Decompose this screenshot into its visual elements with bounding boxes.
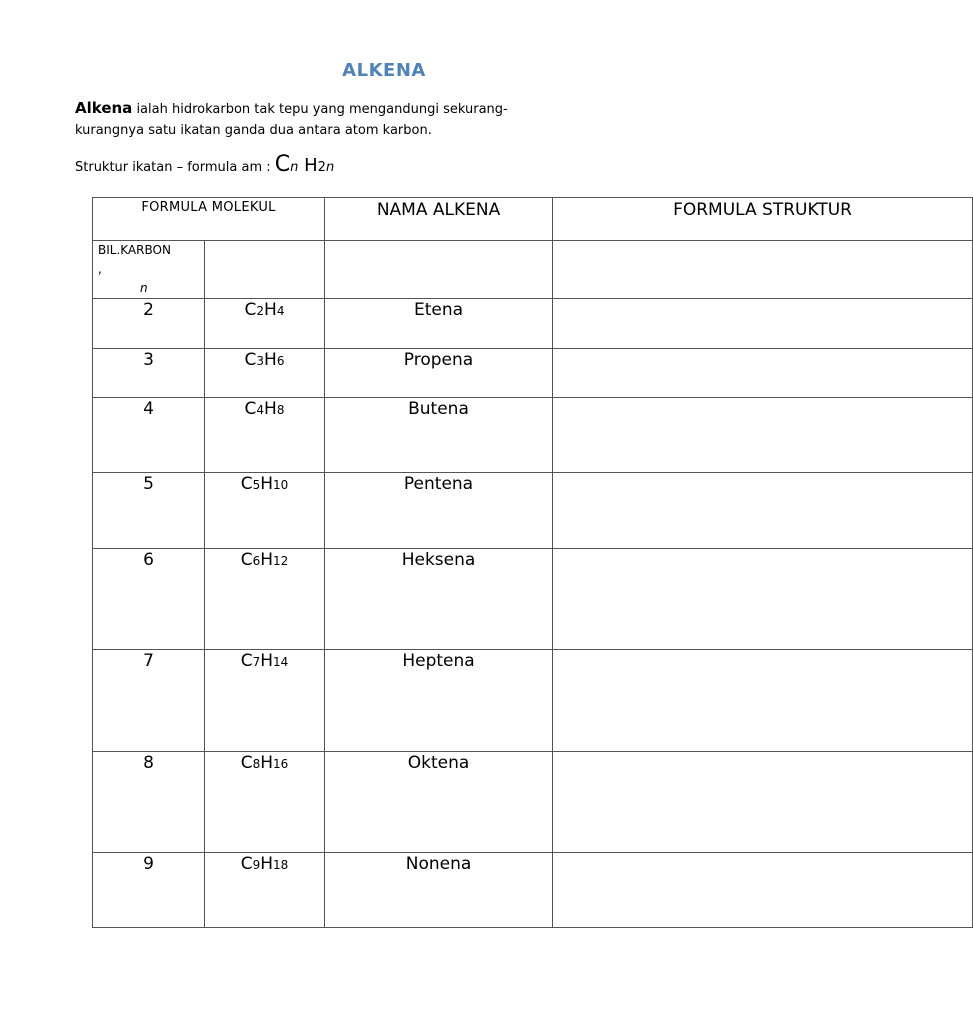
structure-cell [553,752,973,853]
alkene-table-wrapper [92,197,852,927]
carbon-count: 8 [93,752,205,853]
alkene-name: Heksena [325,549,553,650]
molecular-formula: C9H18 [205,853,325,928]
molecular-formula: C7H14 [205,650,325,752]
table-row [93,549,973,650]
general-formula-n1: n [290,160,299,175]
alkene-name: Nonena [325,853,553,928]
alkene-name: Propena [325,349,553,398]
structure-cell [553,349,973,398]
structure-cell [553,650,973,752]
bil-karbon-n: n [140,281,148,295]
table-row [93,473,973,549]
alkene-name: Oktena [325,752,553,853]
structure-cell [553,299,973,349]
table-row [93,349,973,398]
subheader-empty-structure [553,241,973,299]
carbon-count: 5 [93,473,205,549]
carbon-count: 9 [93,853,205,928]
molecular-formula: C3H6 [205,349,325,398]
structure-cell [553,549,973,650]
general-formula-label: Struktur ikatan – formula am : [75,160,275,175]
carbon-count: 6 [93,549,205,650]
structure-cell [553,398,973,473]
alkene-table [92,197,973,928]
carbon-count: 7 [93,650,205,752]
table-row [93,752,973,853]
structure-cell [553,853,973,928]
definition-paragraph [75,98,635,141]
alkene-name: Heptena [325,650,553,752]
carbon-count: 4 [93,398,205,473]
subheader-bil-karbon [93,241,205,299]
table-subheader-row [93,241,973,299]
alkene-name: Etena [325,299,553,349]
subheader-empty-name [325,241,553,299]
molecular-formula: C6H12 [205,549,325,650]
general-formula [75,152,334,177]
bil-karbon-comma: , [98,262,102,276]
general-formula-h: H [298,155,318,176]
molecular-formula: C4H8 [205,398,325,473]
carbon-count: 2 [93,299,205,349]
definition-text-line2: kurangnya satu ikatan ganda dua antara atom karbon. [75,123,432,138]
subheader-empty-formula [205,241,325,299]
molecular-formula: C2H4 [205,299,325,349]
table-row [93,299,973,349]
header-formula-struktur: FORMULA STRUKTUR [553,198,973,241]
general-formula-two: 2 [317,160,326,175]
table-row [93,853,973,928]
page-title: ALKENA [342,60,426,81]
header-nama-alkena: NAMA ALKENA [325,198,553,241]
header-formula-molekul: FORMULA MOLEKUL [93,198,325,241]
definition-term: Alkena [75,99,133,117]
molecular-formula: C5H10 [205,473,325,549]
molecular-formula: C8H16 [205,752,325,853]
general-formula-c: C [274,152,291,177]
alkene-name: Pentena [325,473,553,549]
bil-karbon-label: BIL.KARBON [98,243,171,257]
table-header-row [93,198,973,241]
carbon-count: 3 [93,349,205,398]
definition-text-line1: ialah hidrokarbon tak tepu yang mengandungi sekurang- [132,102,508,117]
alkene-name: Butena [325,398,553,473]
structure-cell [553,473,973,549]
general-formula-n2: n [325,160,335,175]
table-row [93,398,973,473]
table-row [93,650,973,752]
